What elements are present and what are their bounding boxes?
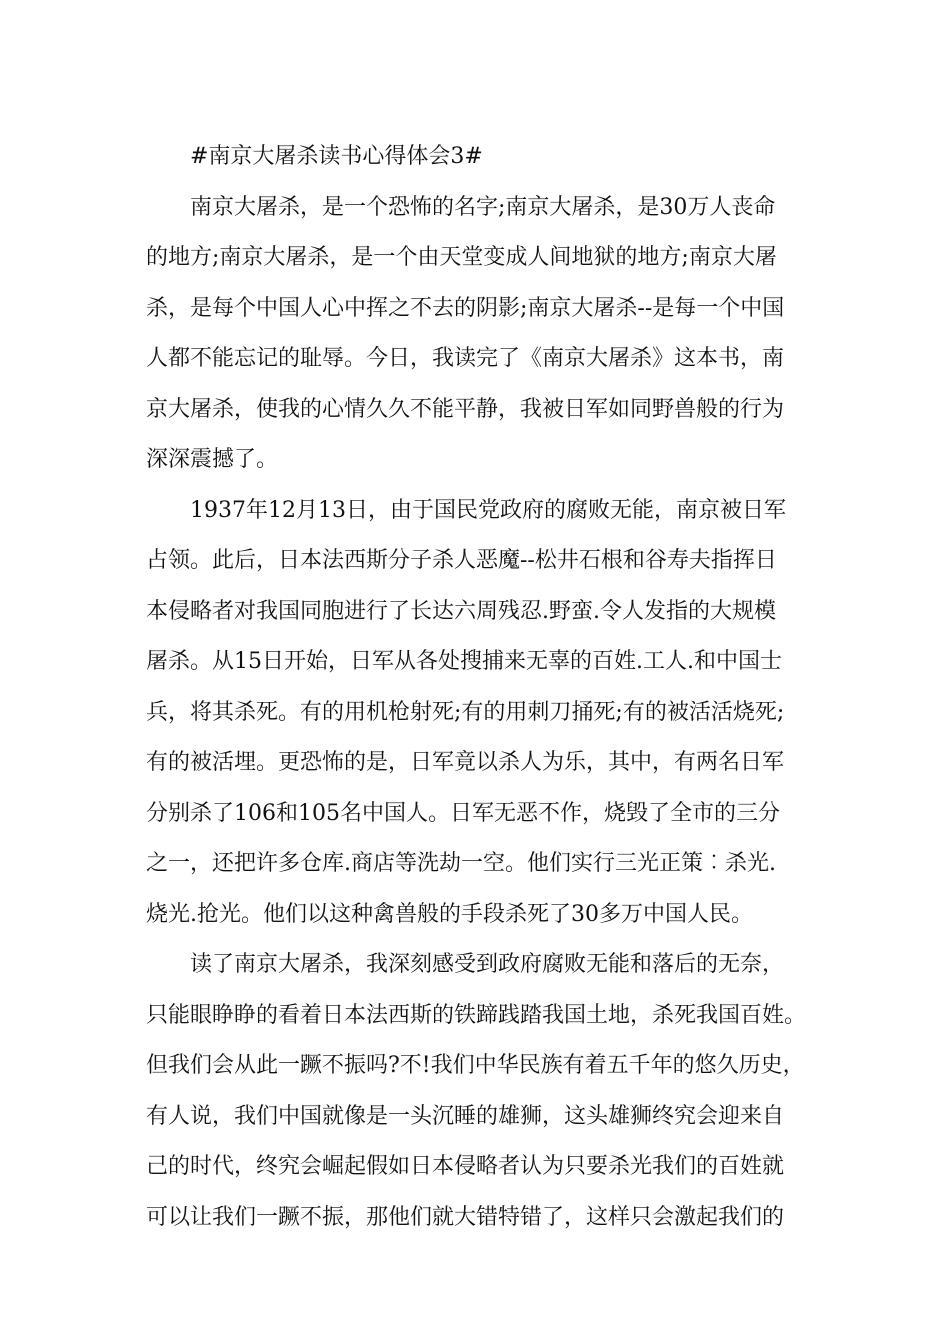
paragraph-line: 京大屠杀，使我的心情久久不能平静，我被日军如同野兽般的行为: [146, 396, 785, 422]
paragraph-line: 人都不能忘记的耻辱。今日，我读完了《南京大屠杀》这本书，南: [146, 346, 785, 371]
paragraph-line: 之一，还把许多仓库.商店等洗劫一空。他们实行三光正策︰杀光.: [146, 851, 776, 876]
paragraph-line: 的地方;南京大屠杀，是一个由天堂变成人间地狱的地方;南京大屠: [146, 245, 777, 270]
paragraph-1: [146, 183, 816, 486]
paragraph-line: 可以让我们一蹶不振，那他们就大错特错了，这样只会激起我们的: [146, 1204, 785, 1230]
paragraph-line: 占领。此后，日本法西斯分子杀人恶魔--松井石根和谷寿夫指挥日: [146, 548, 777, 573]
paragraph-line: 屠杀。从15日开始，日军从各处搜捕来无辜的百姓.工人.和中国士: [146, 649, 782, 674]
paragraph-line: 南京大屠杀，是一个恐怖的名字;南京大屠杀，是30万人丧命: [190, 194, 776, 220]
paragraph-line: 有人说，我们中国就像是一头沉睡的雄狮，这头雄狮终究会迎来自: [146, 1103, 785, 1129]
paragraph-line: 有的被活埋。更恐怖的是，日军竟以杀人为乐，其中，有两名日军: [146, 750, 785, 775]
paragraph-line: 本侵略者对我国同胞进行了长达六周残忍.野蛮.令人发指的大规模: [146, 598, 776, 624]
paragraph-3: [146, 940, 816, 1243]
paragraph-line: 烧光.抢光。他们以这种禽兽般的手段杀死了30多万中国人民。: [146, 901, 753, 927]
paragraph-line: 只能眼睁睁的看着日本法西斯的铁蹄践踏我国土地，杀死我国百姓。: [146, 1002, 807, 1028]
paragraph-line: 杀，是每个中国人心中挥之不去的阴影;南京大屠杀--是每一个中国: [146, 295, 785, 321]
paragraph-2: [146, 486, 816, 941]
document-title: #南京大屠杀读书心得体会3#: [190, 144, 483, 169]
paragraph-line: 兵，将其杀死。有的用机枪射死;有的用刺刀捅死;有的被活活烧死;: [146, 699, 785, 725]
paragraph-line: 分别杀了106和105名中国人。日军无恶不作，烧毁了全市的三分: [146, 800, 780, 826]
paragraph-line: 但我们会从此一蹶不振吗?不!我们中华民族有着五千年的悠久历史，: [146, 1053, 805, 1078]
paragraph-line: 读了南京大屠杀，我深刻感受到政府腐败无能和落后的无奈，: [190, 952, 785, 977]
paragraph-line: 己的时代，终究会崛起假如日本侵略者认为只要杀光我们的百姓就: [146, 1154, 785, 1179]
document-body: [146, 132, 816, 1243]
paragraph-line: 深深震撼了。: [146, 447, 279, 472]
paragraph-line: 1937年12月13日，由于国民党政府的腐败无能，南京被日军: [190, 497, 786, 523]
